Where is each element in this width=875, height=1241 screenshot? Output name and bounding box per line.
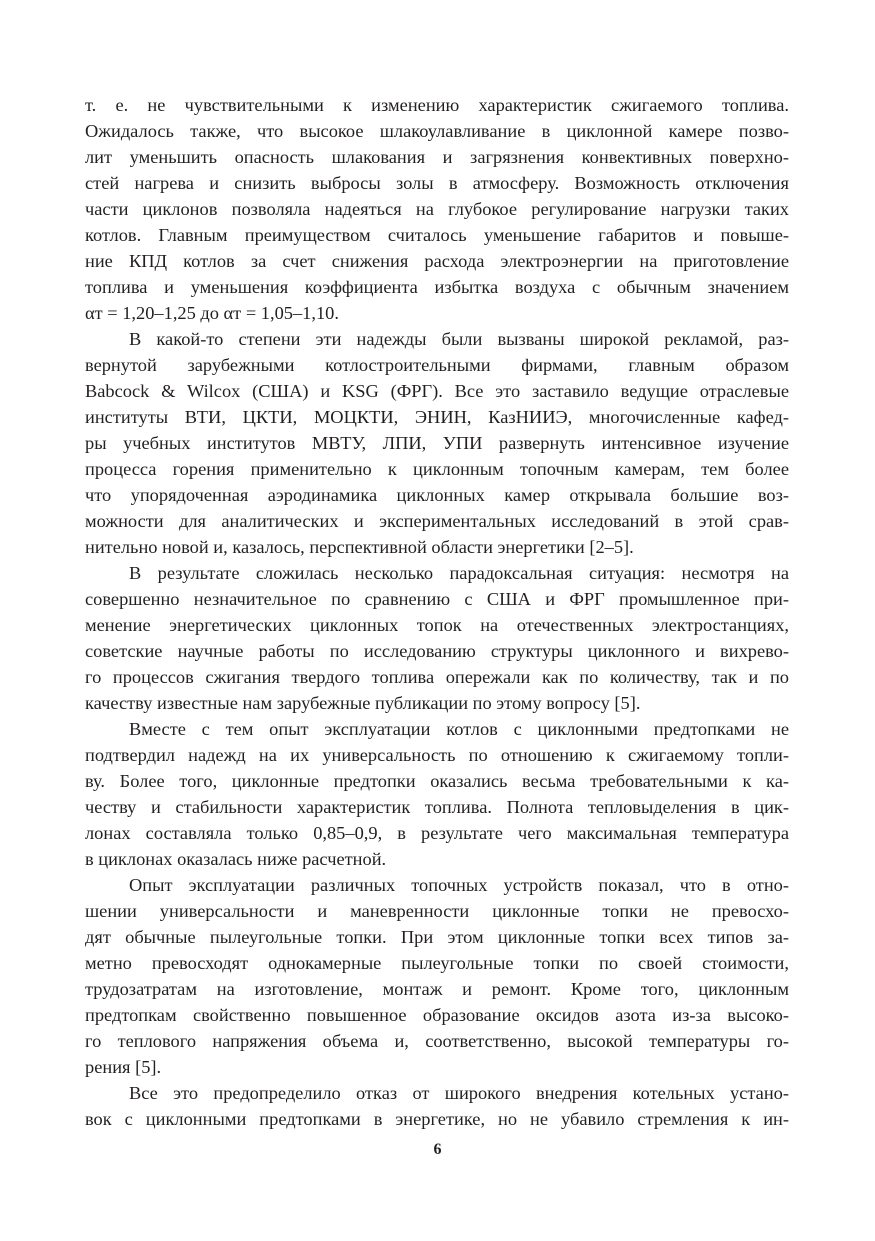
text-line: лонах составляла только 0,85–0,9, в результате чего максимальная температура [85, 823, 789, 843]
text-line: Babcock & Wilcox (США) и KSG (ФРГ). Все это заставило ведущие отраслевые [85, 381, 789, 401]
text-line: В какой-то степени эти надежды были вызваны широкой рекламой, раз- [129, 329, 789, 349]
text-line: вок с циклонными предтопками в энергетике, но не убавило стремления к ин- [85, 1109, 789, 1129]
text-line: топлива и уменьшения коэффициента избытка воздуха с обычным значением [85, 277, 789, 297]
text-line: рения [5]. [85, 1057, 162, 1077]
text-line: институты ВТИ, ЦКТИ, МОЦКТИ, ЭНИН, КазНИИЭ, многочисленные кафед- [85, 407, 789, 427]
text-line: лит уменьшить опасность шлакования и загрязнения конвективных поверхно- [85, 147, 789, 167]
paragraph [85, 92, 789, 326]
text-line: т. е. не чувствительными к изменению характеристик сжигаемого топлива. [85, 95, 789, 115]
text-line: советские научные работы по исследованию структуры циклонного и вихрево- [85, 641, 789, 661]
text-line: αт = 1,20–1,25 до αт = 1,05–1,10. [85, 303, 339, 323]
text-line: дят обычные пылеугольные топки. При этом циклонные топки всех типов за- [85, 927, 789, 947]
text-line: Вместе с тем опыт эксплуатации котлов с циклонными предтопками не [129, 719, 789, 739]
text-line: го теплового напряжения объема и, соответственно, высокой температуры го- [85, 1031, 789, 1051]
text-line: котлов. Главным преимуществом считалось уменьшение габаритов и повыше- [85, 225, 789, 245]
text-line: ние КПД котлов за счет снижения расхода электроэнергии на приготовление [85, 251, 789, 271]
paragraph [85, 326, 789, 560]
text-line: можности для аналитических и экспериментальных исследований в этой срав- [85, 511, 789, 531]
text-line: ву. Более того, циклонные предтопки оказались весьма требовательными к ка- [85, 771, 789, 791]
text-line: части циклонов позволяла надеяться на глубокое регулирование нагрузки таких [85, 199, 789, 219]
text-line: честву и стабильности характеристик топлива. Полнота тепловыделения в цик- [85, 797, 789, 817]
text-line: трудозатратам на изготовление, монтаж и ремонт. Кроме того, циклонным [85, 979, 789, 999]
text-line: процесса горения применительно к циклонным топочным камерам, тем более [85, 459, 789, 479]
paragraph [85, 716, 789, 872]
text-line: Все это предопределило отказ от широкого внедрения котельных устано- [129, 1083, 789, 1103]
text-line: предтопкам свойственно повышенное образование оксидов азота из-за высоко- [85, 1005, 789, 1025]
text-line: Ожидалось также, что высокое шлакоулавливание в циклонной камере позво- [85, 121, 789, 141]
text-line: го процессов сжигания твердого топлива опережали как по количеству, так и по [85, 667, 789, 687]
paragraph [85, 1080, 789, 1132]
text-line: нительно новой и, казалось, перспективной области энергетики [2–5]. [85, 537, 634, 557]
text-line: ры учебных институтов МВТУ, ЛПИ, УПИ развернуть интенсивное изучение [85, 433, 789, 453]
body-text [85, 92, 789, 1132]
text-line: вернутой зарубежными котлостроительными фирмами, главным образом [85, 355, 789, 375]
page-number: 6 [433, 1141, 442, 1158]
text-line: шении универсальности и маневренности циклонные топки не превосхо- [85, 901, 789, 921]
text-line: В результате сложилась несколько парадоксальная ситуация: несмотря на [129, 563, 789, 583]
text-line: качеству известные нам зарубежные публикации по этому вопросу [5]. [85, 693, 641, 713]
text-line: метно превосходят однокамерные пылеугольные топки по своей стоимости, [85, 953, 789, 973]
text-line: стей нагрева и снизить выбросы золы в атмосферу. Возможность отключения [85, 173, 789, 193]
text-line: совершенно незначительное по сравнению с США и ФРГ промышленное при- [85, 589, 789, 609]
text-line: в циклонах оказалась ниже расчетной. [85, 849, 387, 869]
paragraph [85, 560, 789, 716]
text-line: подтвердил надежд на их универсальность по отношению к сжигаемому топли- [85, 745, 789, 765]
paragraph [85, 872, 789, 1080]
text-line: Опыт эксплуатации различных топочных устройств показал, что в отно- [129, 875, 789, 895]
text-line: что упорядоченная аэродинамика циклонных камер открывала большие воз- [85, 485, 789, 505]
text-line: менение энергетических циклонных топок на отечественных электростанциях, [85, 615, 789, 635]
